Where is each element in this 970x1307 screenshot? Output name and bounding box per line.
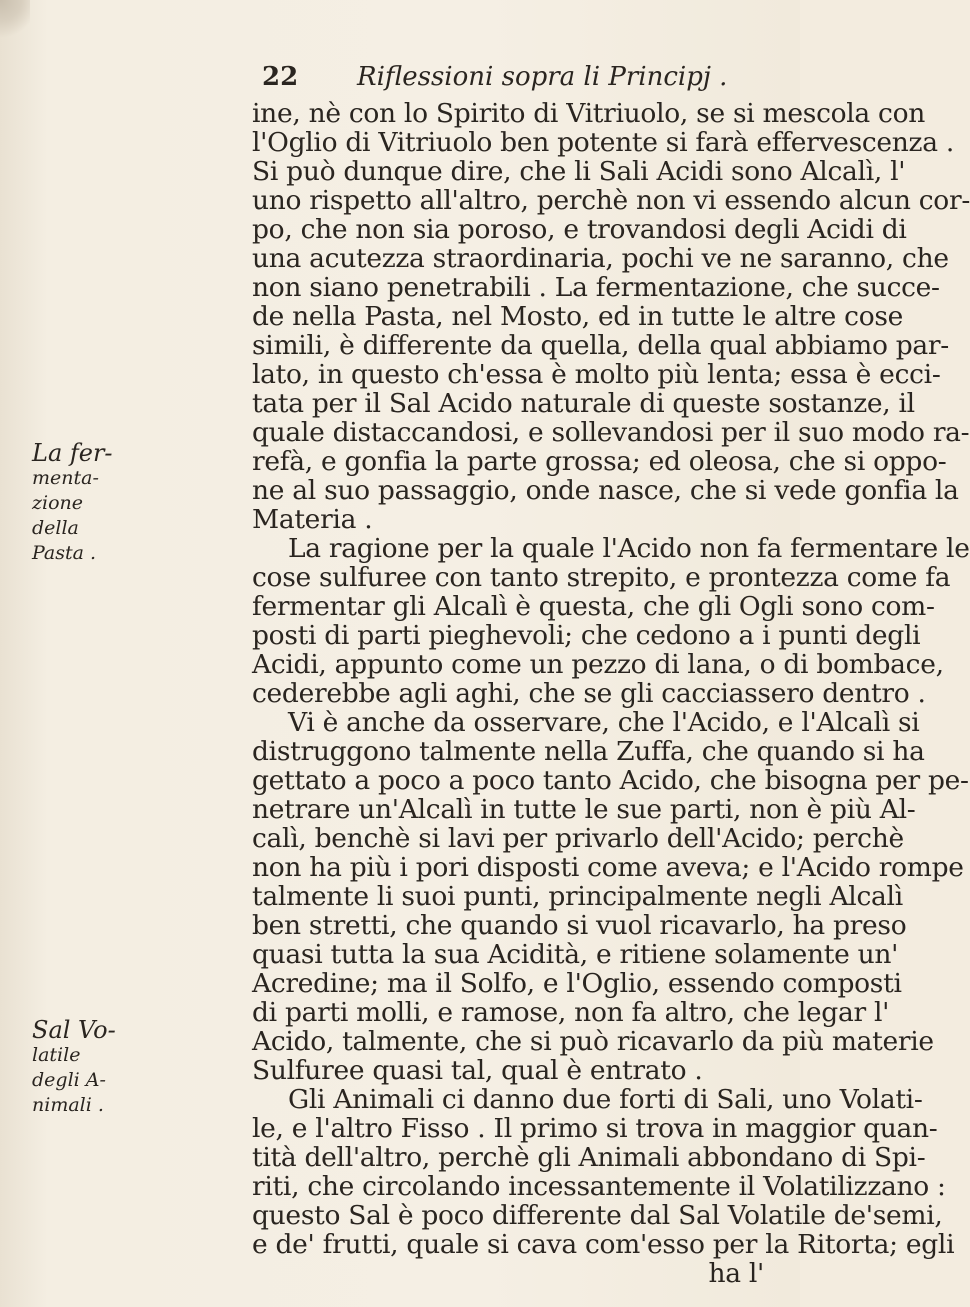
text-line: ine, nè con lo Spirito di Vitriuolo, se si mescola con	[252, 98, 926, 129]
text-line: ha l'	[708, 1258, 764, 1289]
text-line: simili, è differente da quella, della qual abbiamo par-	[252, 330, 949, 361]
margin-note-fermentation	[32, 441, 118, 566]
text-line: distruggono talmente nella Zuffa, che quando si ha	[252, 736, 925, 767]
text-line: lato, in questo ch'essa è molto più lenta; essa è ecci-	[252, 359, 941, 390]
text-line: calì, benchè si lavi per privarlo dell'Acido; perchè	[252, 823, 904, 854]
page-corner-shadow	[0, 0, 30, 45]
page-number: 22	[262, 62, 299, 92]
margin-note-line: Sal Vo-	[32, 1016, 116, 1044]
text-line: di parti molli, e ramose, non fa altro, che legar l'	[252, 997, 890, 1028]
body-text	[252, 98, 970, 1289]
text-line: una acutezza straordinaria, pochi ve ne saranno, che	[252, 243, 949, 274]
margin-note-line: latile	[32, 1044, 81, 1066]
text-line: cederebbe agli aghi, che se gli cacciassero dentro .	[252, 678, 926, 709]
text-line: cose sulfuree con tanto strepito, e prontezza come fa	[252, 562, 951, 593]
text-line: quale distaccandosi, e sollevandosi per il suo modo ra-	[252, 417, 970, 448]
text-line: riti, che circolando incessantemente il Volatilizzano :	[252, 1171, 946, 1202]
page-header	[262, 62, 728, 92]
text-line: La ragione per la quale l'Acido non fa fermentare le	[288, 533, 970, 564]
text-line: Acidi, appunto come un pezzo di lana, o di bombace,	[252, 649, 944, 680]
text-line: Acredine; ma il Solfo, e l'Oglio, essendo composti	[252, 968, 902, 999]
text-line: quasi tutta la sua Acidità, e ritiene solamente un'	[252, 939, 899, 970]
text-line: talmente li suoi punti, principalmente negli Alcalì	[252, 881, 903, 912]
text-line: ne al suo passaggio, onde nasce, che si vede gonfia la	[252, 475, 959, 506]
running-title: Riflessioni sopra li Principj .	[357, 62, 728, 92]
text-line: l'Oglio di Vitriuolo ben potente si farà effervescenza .	[252, 127, 954, 158]
text-line: ben stretti, che quando si vuol ricavarlo, ha preso	[252, 910, 907, 941]
text-line: refà, e gonfia la parte grossa; ed oleosa, che si oppo-	[252, 446, 947, 477]
text-line: tità dell'altro, perchè gli Animali abbondano di Spi-	[252, 1142, 926, 1173]
text-line: posti di parti pieghevoli; che cedono a i punti degli	[252, 620, 921, 651]
text-line: questo Sal è poco differente dal Sal Volatile de'semi,	[252, 1200, 943, 1231]
text-line: fermentar gli Alcalì è questa, che gli Ogli sono com-	[252, 591, 935, 622]
margin-note-volatile-salt	[32, 1018, 118, 1118]
text-line: non ha più i pori disposti come aveva; e l'Acido rompe	[252, 852, 964, 883]
margin-note-line: La fer-	[32, 439, 113, 467]
text-line: gettato a poco a poco tanto Acido, che bisogna per pe-	[252, 765, 969, 796]
margin-note-line: della	[32, 517, 79, 539]
text-line: Gli Animali ci danno due forti di Sali, uno Volati-	[288, 1084, 923, 1115]
text-line: Vi è anche da osservare, che l'Acido, e l'Alcalì si	[288, 707, 920, 738]
margin-note-line: nimali .	[32, 1094, 104, 1116]
text-line: le, e l'altro Fisso . Il primo si trova in maggior quan-	[252, 1113, 938, 1144]
text-line: netrare un'Alcalì in tutte le sue parti, non è più Al-	[252, 794, 916, 825]
text-line: po, che non sia poroso, e trovandosi degli Acidi di	[252, 214, 907, 245]
margin-note-line: zione	[32, 492, 84, 514]
margin-note-line: Pasta .	[32, 542, 97, 564]
text-line: e de' frutti, quale si cava com'esso per la Ritorta; egli	[252, 1229, 955, 1260]
margin-note-line: menta-	[32, 467, 99, 489]
text-line: Materia .	[252, 504, 373, 535]
text-line: Acido, talmente, che si può ricavarlo da più materie	[252, 1026, 934, 1057]
text-line: Sulfuree quasi tal, qual è entrato .	[252, 1055, 703, 1086]
margin-note-line: degli A-	[32, 1069, 106, 1091]
text-line: de nella Pasta, nel Mosto, ed in tutte le altre cose	[252, 301, 904, 332]
text-line: Si può dunque dire, che li Sali Acidi sono Alcalì, l'	[252, 156, 906, 187]
text-line: non siano penetrabili . La fermentazione, che succe-	[252, 272, 940, 303]
text-line: tata per il Sal Acido naturale di queste sostanze, il	[252, 388, 915, 419]
text-line: uno rispetto all'altro, perchè non vi essendo alcun cor-	[252, 185, 970, 216]
